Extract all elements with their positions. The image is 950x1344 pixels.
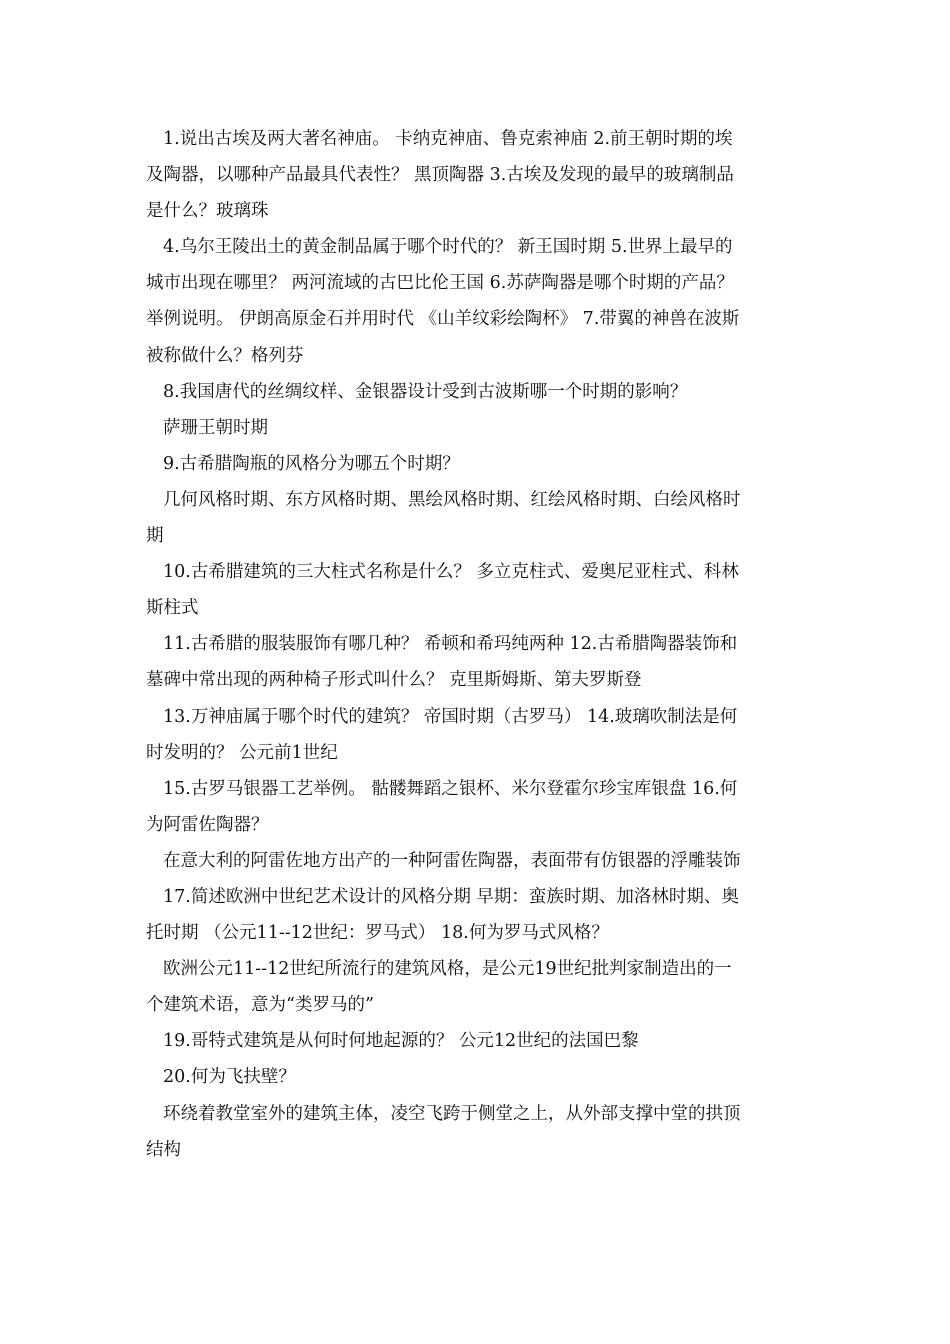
text-line: 8.我国唐代的丝绸纹样、金银器设计受到古波斯哪一个时期的影响？	[163, 381, 688, 402]
text-line: 20.何为飞扶壁？	[163, 1067, 296, 1088]
text-line: 11.古希腊的服装服饰有哪几种？ 希顿和希玛纯两种 12.古希腊陶器装饰和	[163, 634, 738, 655]
text-line: 及陶器，以哪种产品最具代表性？ 黑顶陶器 3.古埃及发现的最早的玻璃制品	[146, 165, 734, 186]
text-line: 期	[146, 526, 164, 547]
text-line: 欧洲公元11--12世纪所流行的建筑风格，是公元19世纪批判家制造出的一	[163, 959, 732, 980]
text-line: 19.哥特式建筑是从何时何地起源的？ 公元12世纪的法国巴黎	[163, 1031, 639, 1052]
text-line: 萨珊王朝时期	[163, 417, 268, 438]
text-line: 环绕着教堂室外的建筑主体，凌空飞跨于侧堂之上，从外部支撑中堂的拱顶	[163, 1103, 741, 1124]
text-line: 4.乌尔王陵出土的黄金制品属于哪个时代的？ 新王国时期 5.世界上最早的	[163, 237, 733, 258]
text-line: 斯柱式	[146, 598, 199, 619]
text-line: 托时期 （公元11--12世纪：罗马式） 18.何为罗马式风格？	[146, 923, 609, 944]
text-line: 1.说出古埃及两大著名神庙。 卡纳克神庙、鲁克索神庙 2.前王朝时期的埃	[163, 129, 733, 149]
text-line: 是什么？玻璃珠	[146, 201, 269, 222]
text-line: 在意大利的阿雷佐地方出产的一种阿雷佐陶器，表面带有仿银器的浮雕装饰	[163, 850, 741, 871]
text-line: 10.古希腊建筑的三大柱式名称是什么？ 多立克柱式、爱奥尼亚柱式、科林	[163, 562, 739, 583]
text-line: 城市出现在哪里？ 两河流域的古巴比伦王国 6.苏萨陶器是哪个时期的产品？	[146, 273, 734, 294]
text-line: 几何风格时期、东方风格时期、黑绘风格时期、红绘风格时期、白绘风格时	[163, 489, 741, 510]
text-line: 为阿雷佐陶器？	[146, 814, 269, 835]
text-line: 17.简述欧洲中世纪艺术设计的风格分期 早期：蛮族时期、加洛林时期、奥	[163, 886, 739, 907]
text-line: 13.万神庙属于哪个时代的建筑？ 帝国时期（古罗马） 14.玻璃吹制法是何	[163, 706, 738, 727]
text-line: 个建筑术语，意为“类罗马的”	[146, 995, 374, 1016]
text-line: 墓碑中常出现的两种椅子形式叫什么？ 克里斯姆斯、第夫罗斯登	[146, 670, 642, 691]
document-body	[146, 121, 806, 1168]
text-line: 9.古希腊陶瓶的风格分为哪五个时期？	[163, 453, 460, 474]
text-line: 15.古罗马银器工艺举例。 骷髅舞蹈之银杯、米尔登霍尔珍宝库银盘 16.何	[163, 778, 738, 799]
text-line: 时发明的？ 公元前1世纪	[146, 742, 338, 763]
text-line: 被称做什么？格列芬	[146, 345, 304, 366]
text-line: 结构	[146, 1139, 181, 1160]
text-line: 举例说明。 伊朗高原金石并用时代 《山羊纹彩绘陶杯》 7.带翼的神兽在波斯	[146, 309, 740, 330]
